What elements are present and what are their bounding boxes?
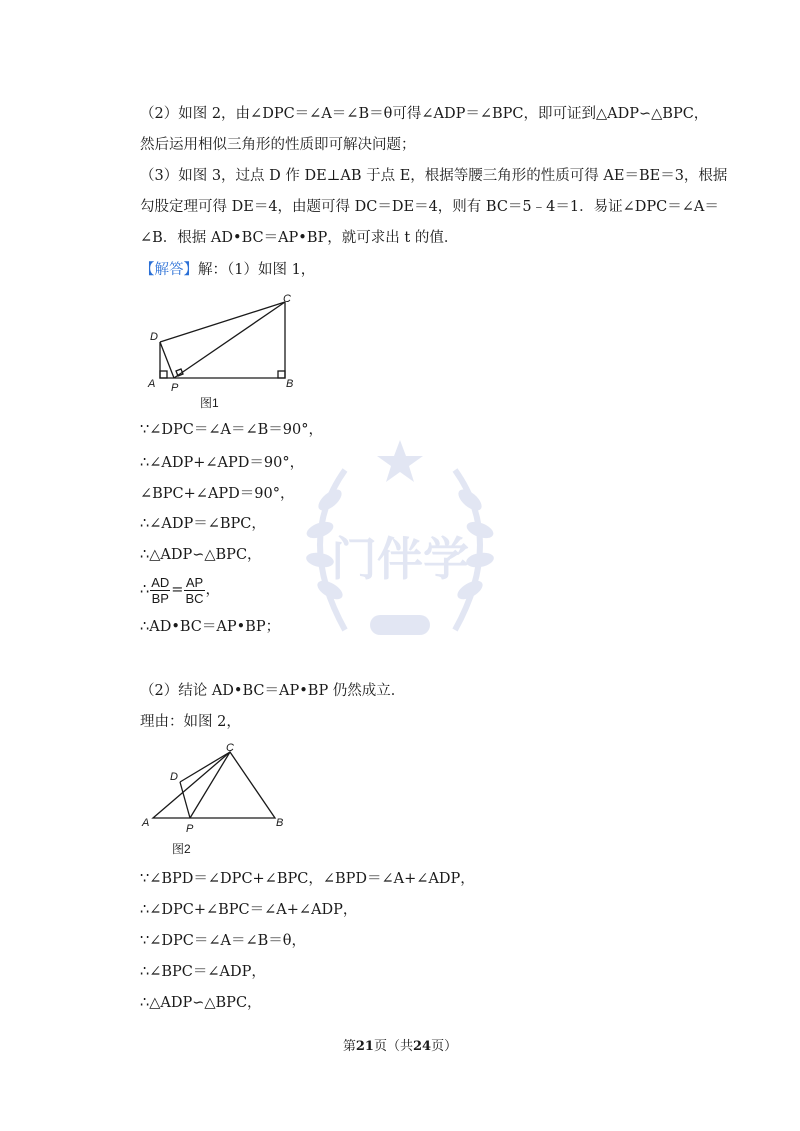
proof2-line-2: ∴∠DPC+∠BPC＝∠A+∠ADP， [140,902,358,918]
fig1-label-d: D [150,331,158,343]
watermark-text: 门伴学 [331,532,469,586]
analysis-line-3: （3）如图 3，过点 D 作 DE⊥AB 于点 E，根据等腰三角形的性质可得 AE＝BE＝3，根据 [140,168,728,184]
footer-suffix: 页） [431,1039,458,1054]
page-footer [0,1035,800,1054]
figure-1 [140,290,320,415]
fraction-denominator: BC [185,590,204,606]
analysis-line-4: 勾股定理可得 DE＝4，由题可得 DC＝DE＝4，则有 BC＝5﹣4＝1．易证∠DPC＝∠A＝ [140,199,719,215]
proof1-line-2: ∴∠ADP+∠APD＝90°， [140,455,305,471]
fraction-numerator: AD [151,574,170,590]
proof2-line-5: ∴△ADP∽△BPC， [140,995,262,1011]
page-total: 24 [413,1039,432,1054]
analysis-line-5: ∠B．根据 AD•BC＝AP•BP，就可求出 t 的值． [140,230,459,246]
fraction-ap-bc [184,575,204,606]
answer-intro: 解：（1）如图 1， [198,262,316,278]
fig2-label-a: A [142,817,150,829]
part2-reason: 理由：如图 2， [140,714,241,730]
fig1-label-c: C [283,293,291,305]
footer-mid: 页（共 [373,1039,413,1054]
proof2-line-4: ∴∠BPC＝∠ADP， [140,964,266,980]
fraction-denominator: BP [151,590,169,606]
equals-sign: = [171,582,184,598]
proof1-line-4: ∴∠ADP＝∠BPC， [140,516,266,532]
footer-prefix: 第 [342,1039,356,1054]
fig2-caption: 图2 [172,842,191,856]
fig2-label-p: P [186,823,194,835]
proof1-line-1: ∵∠DPC＝∠A＝∠B＝90°， [140,422,323,438]
analysis-line-2: 然后运用相似三角形的性质即可解决问题； [140,137,416,153]
fig2-label-b: B [276,817,284,829]
proof2-line-3: ∵∠DPC＝∠A＝∠B＝θ， [140,933,307,949]
fig1-label-a: A [148,378,156,390]
answer-tag: 【解答】 [140,262,198,278]
proof1-line-3: ∠BPC+∠APD＝90°， [140,486,295,502]
fig1-label-b: B [286,378,294,390]
fig2-label-c: C [226,742,234,754]
proof1-line-7: ∴AD•BC＝AP•BP； [140,619,281,635]
comma: ， [205,582,221,598]
fraction-ad-bp [150,575,170,606]
page-number: 21 [355,1039,374,1054]
fig1-label-p: P [171,382,179,394]
therefore-symbol: ∴ [140,582,150,598]
analysis-line-1: （2）如图 2，由∠DPC＝∠A＝∠B＝θ可得∠ADP＝∠BPC，即可证到△ADP∽△BPC， [140,106,709,122]
figure-2 [140,740,300,860]
fig1-caption: 图1 [200,396,219,410]
fig2-label-d: D [170,771,178,783]
proof1-line-6 [140,574,220,606]
answer-heading [140,260,315,280]
part2-conclusion: （2）结论 AD•BC＝AP•BP 仍然成立． [140,683,406,699]
proof2-line-1: ∵∠BPD＝∠DPC+∠BPC，∠BPD＝∠A+∠ADP， [140,871,475,887]
proof1-line-5: ∴△ADP∽△BPC， [140,547,262,563]
fraction-numerator: AP [185,574,204,590]
watermark [275,430,525,680]
